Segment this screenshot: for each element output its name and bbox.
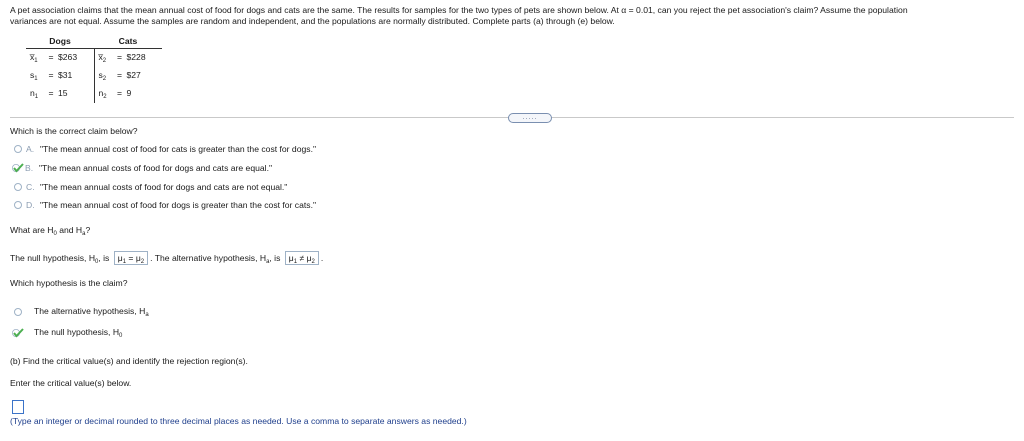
stat-symbol: $x̅_2$ (98, 52, 107, 64)
expand-more-button[interactable]: ..... (508, 113, 552, 123)
dogs-mean: $263 (58, 52, 78, 62)
null-hypothesis-answer[interactable]: $\mu_1 = \mu_2$ (114, 251, 148, 265)
table-row: $s_1$ = $31 $s_2$ = $27 (26, 67, 162, 85)
claim-option-c[interactable]: C. "The mean annual costs of food for dogs and cats are not equal." (14, 182, 287, 192)
radio-icon[interactable] (14, 308, 22, 316)
enter-critical-values-label: Enter the critical value(s) below. (10, 378, 132, 388)
dogs-n: 15 (58, 88, 68, 98)
stat-symbol: $s_1$ (30, 70, 38, 82)
check-icon (12, 328, 24, 338)
header-dogs: Dogs (26, 35, 94, 49)
claim-option-b[interactable]: B. "The mean annual costs of food for dogs and cats are equal." (12, 163, 272, 173)
table-row: $n_1 = 15$ $n_2 = 9$ (26, 85, 162, 103)
radio-icon[interactable] (14, 201, 22, 209)
problem-statement (10, 5, 1015, 27)
dogs-sd: $31 (58, 70, 73, 80)
sample-stats-table (26, 35, 162, 103)
part-b-prompt: (b) Find the critical value(s) and identify the rejection region(s). (10, 356, 248, 366)
claim-option-d[interactable]: D. "The mean annual cost of food for dogs is greater than the cost for cats." (14, 200, 316, 210)
stat-symbol: $n_2$ (98, 88, 107, 100)
check-icon (12, 163, 24, 173)
hypotheses-question: What are $H_0$ and $H_a$? (10, 225, 91, 237)
cats-sd: $27 (126, 70, 141, 80)
stat-symbol: $n_1$ (30, 88, 39, 100)
alternative-hypothesis-answer[interactable]: $\mu_1 \ne \mu_2$ (285, 251, 319, 265)
claim-question: Which is the correct claim below? (10, 126, 138, 136)
cats-mean: $228 (126, 52, 146, 62)
problem-line-1: A pet association claims that the mean annual cost of food for dogs and cats are the same. The results for samples for the two types of pets are shown below. At α = 0.01, can you reject the pet association's claim? Assume the population (10, 5, 908, 15)
radio-icon[interactable] (14, 183, 22, 191)
critical-value-input[interactable] (12, 400, 24, 414)
problem-line-2: variances are not equal. Assume the samples are random and independent, and the populations are normally distributed. Complete parts (a) through (e) below. (10, 16, 615, 26)
radio-icon[interactable] (14, 145, 22, 153)
claim-alternative-option[interactable]: The alternative hypothesis, $H_a$ (14, 306, 149, 318)
claim-option-a[interactable]: A. "The mean annual cost of food for cats is greater than the cost for dogs." (14, 144, 316, 154)
answer-format-hint: (Type an integer or decimal rounded to three decimal places as needed. Use a comma to separate answers as needed.) (10, 416, 467, 426)
table-row: $x̅_1$ = $263 $x̅_2$ = $228 (26, 49, 162, 68)
claim-null-option[interactable]: The null hypothesis, $H_0$ (12, 327, 122, 339)
stat-symbol: $s_2$ (98, 70, 107, 82)
header-cats: Cats (94, 35, 162, 49)
which-claim-question: Which hypothesis is the claim? (10, 278, 128, 288)
cats-n: 9 (126, 88, 132, 98)
hypotheses-statement: The null hypothesis, $H_0$, is $\mu_1 = \mu_2$ . The alternative hypothesis, $H_a$, is $\mu_1 \ne \mu_2$ . (10, 253, 324, 265)
stat-symbol: $x̅_1$ (30, 52, 38, 64)
